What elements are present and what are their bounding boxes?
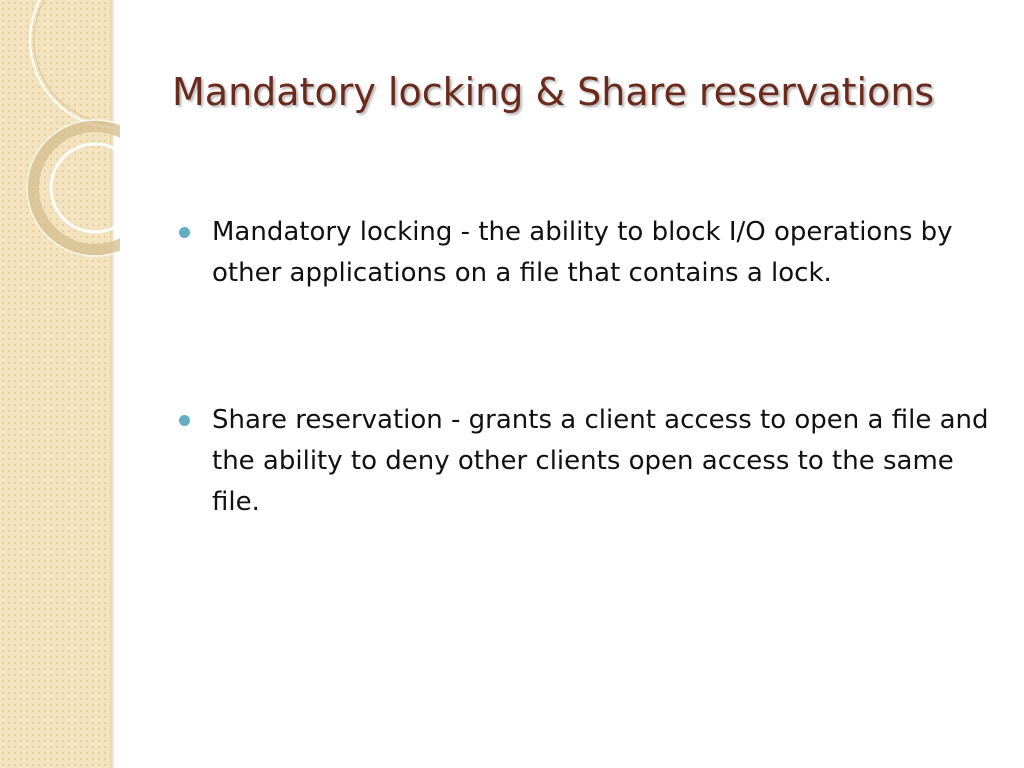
bullet-text: Mandatory locking - the ability to block I/O operations by other applications on a file that contains a lock. [212,217,953,288]
decorative-circles-graphic [0,0,120,260]
bullet-dot-icon [179,227,190,238]
bullet-item-share-reservation [176,400,996,523]
bullet-dot-icon [179,415,190,426]
bullet-list [176,212,996,523]
bullet-text: Share reservation - grants a client access to open a file and the ability to deny other clients open access to the same file. [212,405,989,517]
slide-title: Mandatory locking & Share reservations [172,70,935,114]
bullet-item-mandatory-locking [176,212,996,294]
